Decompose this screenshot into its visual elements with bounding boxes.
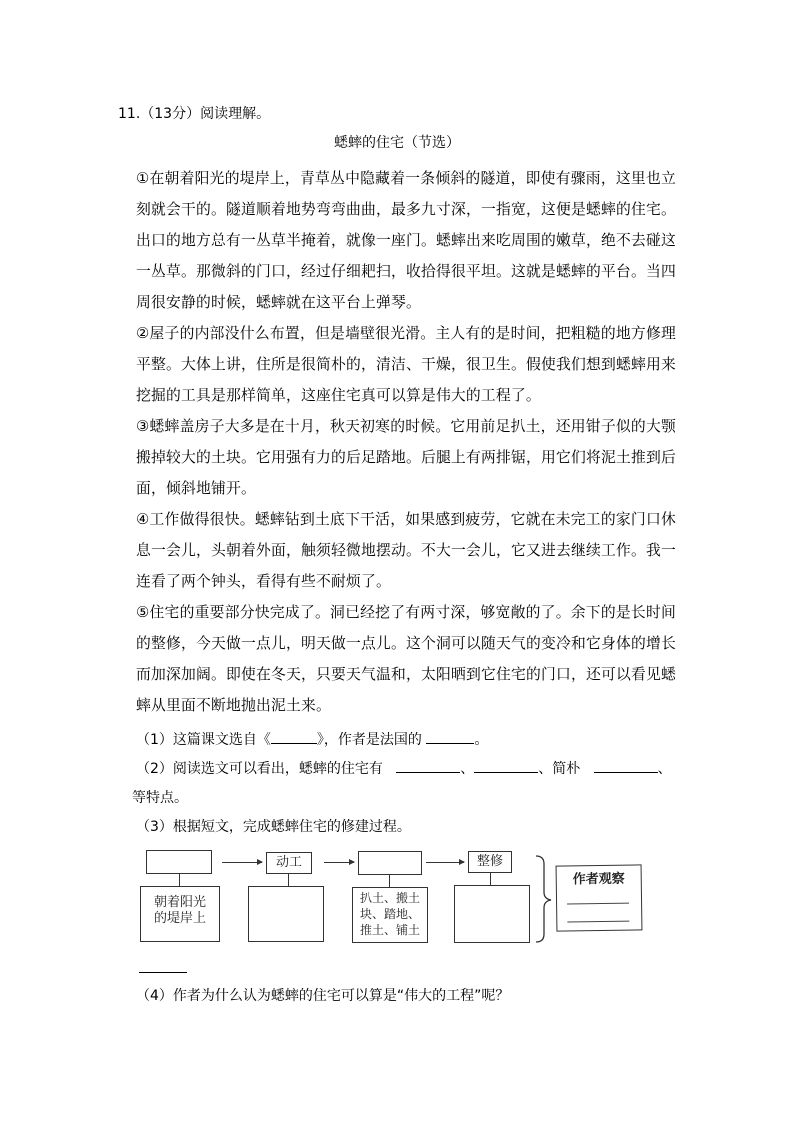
paragraph-2: ②屋子的内部没什么布置，但是墙壁很光滑。主人有的是时间，把粗糙的地方修理平整。大体上讲，住所是很简朴的，清洁、干燥，很卫生。假使我们想到蟋蟀用来挖掘的工具是那样简单，这座住宅真可以算是伟大的工程了。 bbox=[136, 325, 676, 404]
observation-label: 作者观察 bbox=[572, 871, 625, 888]
stage-3-bottom-box bbox=[352, 887, 428, 943]
sub-question-3: （3）根据短文，完成蟋蟀住宅的修建过程。 bbox=[136, 819, 411, 835]
connector-line bbox=[389, 875, 390, 887]
stage-2-bottom-box[interactable] bbox=[248, 886, 324, 942]
curly-brace-icon bbox=[534, 854, 554, 944]
q2-prefix: （2）阅读选文可以看出，蟋蟀的住宅有 bbox=[136, 761, 388, 777]
passage-body bbox=[136, 163, 676, 721]
q2-suffix: 、 bbox=[657, 761, 672, 777]
stage-1-location-line1: 朝着阳光 bbox=[153, 895, 206, 910]
stage-3-action-line2: 块、踏地、 bbox=[359, 907, 420, 921]
paragraph-4: ④工作做得很快。蟋蟀钻到土底下干活，如果感到疲劳，它就在未完工的家门口休息一会儿，头朝着外面，触须轻微地摆动。不大一会儿，它又进去继续工作。我一连看了两个钟头，看得有些不耐烦了。 bbox=[136, 511, 676, 590]
stage-2-label: 动工 bbox=[275, 855, 302, 870]
stage-3-top-box[interactable] bbox=[358, 851, 422, 875]
connector-line bbox=[179, 874, 180, 886]
stage-4-top-box bbox=[468, 851, 512, 873]
q1-blank-book[interactable] bbox=[271, 729, 317, 744]
arrow-right-icon bbox=[426, 862, 464, 863]
stage-2-top-box bbox=[266, 852, 312, 874]
stage-4-label: 整修 bbox=[476, 854, 503, 869]
connector-line bbox=[288, 874, 289, 886]
author-observation-box bbox=[556, 864, 643, 931]
arrow-right-icon bbox=[324, 862, 354, 863]
question-header bbox=[118, 104, 270, 124]
q1-suffix: 。 bbox=[474, 732, 489, 748]
connector-line bbox=[490, 873, 491, 885]
q1-blank-author[interactable] bbox=[426, 729, 474, 744]
stage-1-top-box[interactable] bbox=[146, 850, 212, 874]
stage-3-action-line1: 扒土、搬土 bbox=[359, 891, 420, 905]
sub-question-2 bbox=[136, 755, 681, 784]
passage-title: 蟋蟀的住宅（节选） bbox=[334, 135, 460, 151]
q2-sep1: 、 bbox=[460, 761, 475, 777]
observation-answer-line-1[interactable] bbox=[567, 903, 629, 905]
stage-1-bottom-box bbox=[140, 886, 220, 942]
sub-question-1 bbox=[136, 726, 681, 755]
paragraph-1: ①在朝着阳光的堤岸上，青草丛中隐藏着一条倾斜的隧道，即使有骤雨，这里也立刻就会干的。隧道顺着地势弯弯曲曲，最多九寸深，一指宽，这便是蟋蟀的住宅。出口的地方总有一丛草半掩着，就像一座门。蟋蟀出来吃周围的嫩草，绝不去碰这一丛草。那微斜的门口，经过仔细耙扫，收拾得很平坦。这就是蟋蟀的平台。当四周很安静的时候，蟋蟀就在这平台上弹琴。 bbox=[136, 170, 676, 311]
q1-middle: 》，作者是法国的 bbox=[316, 732, 427, 748]
q2-blank-1[interactable] bbox=[396, 758, 460, 773]
question-score: （13分） bbox=[140, 106, 201, 122]
q2-sep2: 、简朴 bbox=[538, 761, 585, 777]
q2-line2: 等特点。 bbox=[132, 790, 188, 806]
arrow-right-icon bbox=[222, 862, 262, 863]
stage-4-bottom-box[interactable] bbox=[454, 885, 530, 943]
paragraph-3: ③蟋蟀盖房子大多是在十月，秋天初寒的时候。它用前足扒土，还用钳子似的大颚搬掉较大的土块。它用强有力的后足踏地。后腿上有两排锯，用它们将泥土推到后面，倾斜地铺开。 bbox=[136, 418, 676, 497]
construction-flow-diagram bbox=[138, 848, 648, 944]
q1-prefix: （1）这篇课文选自《 bbox=[136, 732, 271, 748]
q2-blank-2[interactable] bbox=[474, 758, 538, 773]
question-instruction: 阅读理解。 bbox=[200, 106, 271, 122]
stage-1-location-line2: 的堤岸上 bbox=[153, 911, 206, 926]
q3-answer-line[interactable] bbox=[139, 972, 187, 973]
sub-question-4: （4）作者为什么认为蟋蟀的住宅可以算是“伟大的工程”呢？ bbox=[136, 988, 510, 1004]
question-number: 11. bbox=[118, 106, 141, 122]
sub-questions bbox=[132, 726, 681, 842]
q2-blank-3[interactable] bbox=[594, 758, 658, 773]
observation-answer-line-2[interactable] bbox=[567, 921, 629, 923]
paragraph-5: ⑤住宅的重要部分快完成了。洞已经挖了有两寸深，够宽敞的了。余下的是长时间的整修，今天做一点儿，明天做一点儿。这个洞可以随天气的变冷和它身体的增长而加深加阔。即使在冬天，只要天气温和，太阳晒到它住宅的门口，还可以看见蟋蟀从里面不断地抛出泥土来。 bbox=[136, 604, 676, 714]
stage-3-action-line3: 推土、铺土 bbox=[359, 923, 420, 937]
